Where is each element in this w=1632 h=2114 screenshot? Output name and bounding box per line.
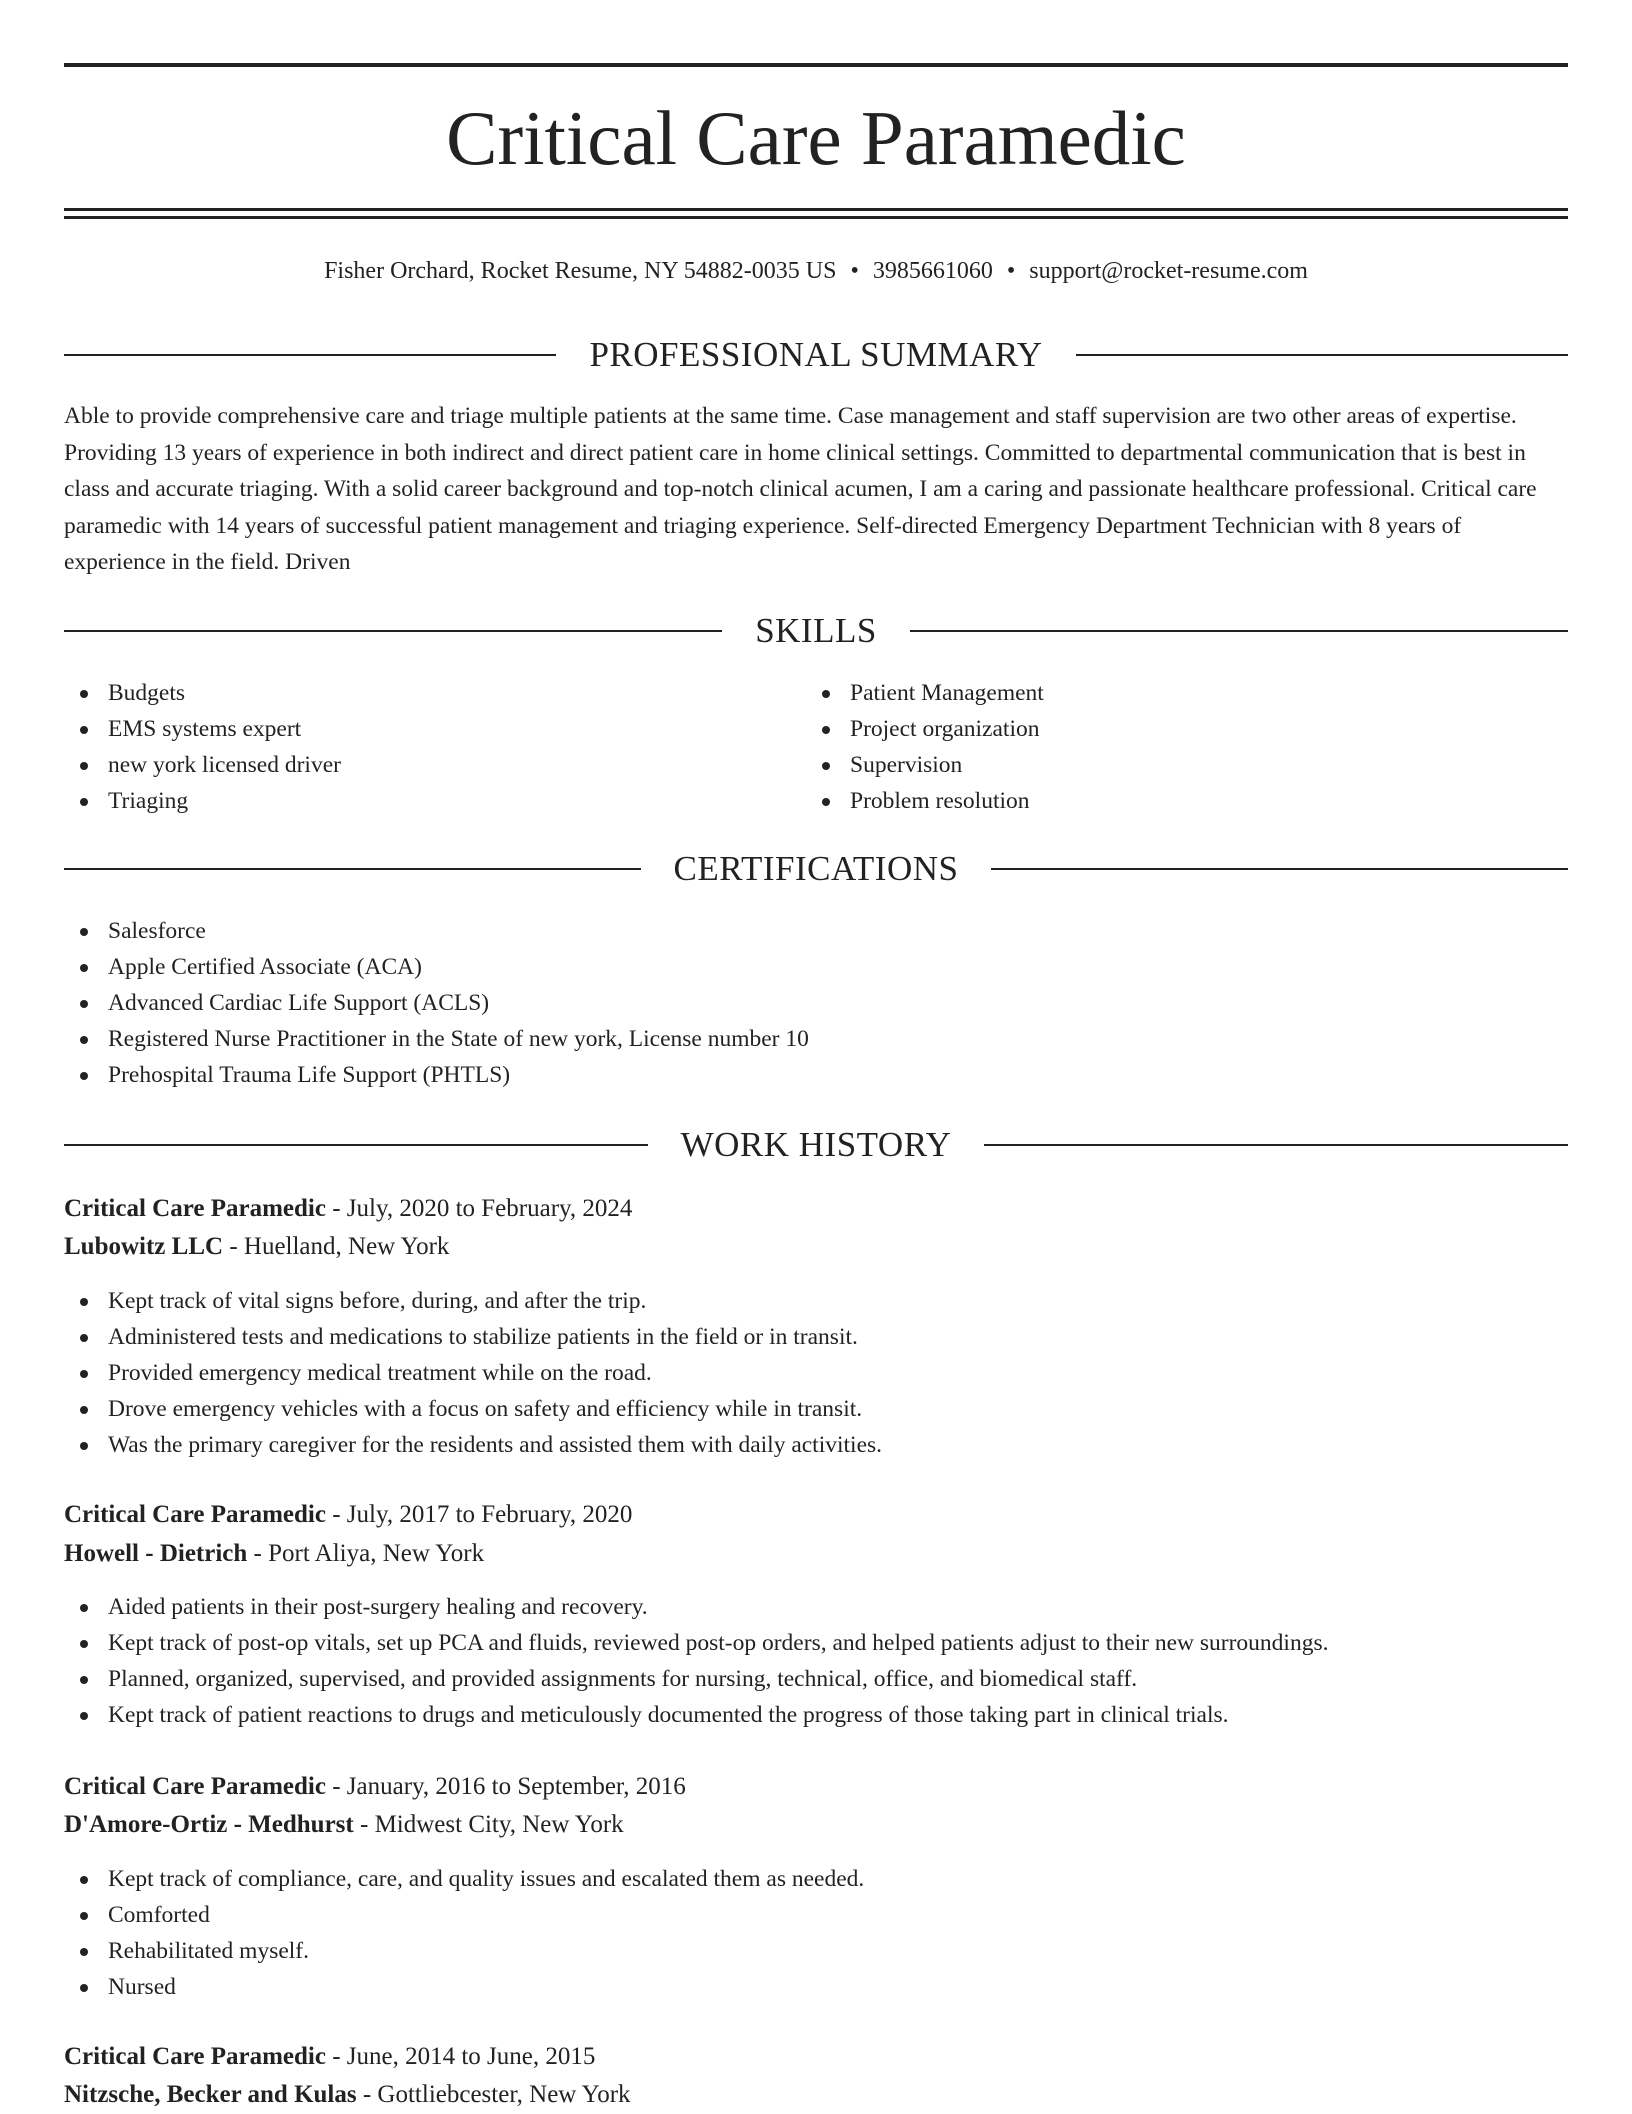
job-location: Huelland, New York [243,1233,450,1260]
heading-rule [64,1144,648,1146]
heading-rule [64,630,722,632]
job-title-line [64,1496,1568,1534]
job-dash: - [325,1501,347,1528]
certification-item: Registered Nurse Practitioner in the State of new york, License number 10 [64,1021,1568,1057]
job-location: Midwest City, New York [374,1811,624,1838]
contact-email: support@rocket-resume.com [1029,258,1308,284]
job-duties-list [64,1861,1568,2005]
heading-rule [910,630,1568,632]
section-heading-work-history [64,1121,1568,1169]
section-title: PROFESSIONAL SUMMARY [589,335,1043,374]
job-duty: Rehabilitated myself. [64,1933,1568,1969]
certification-item: Salesforce [64,913,1568,949]
job-company-line [64,1228,1568,1266]
job-dash: - [353,1811,375,1838]
job-duties-list [64,1283,1568,1463]
job-title-line [64,1768,1568,1806]
job-duties-list [64,1589,1568,1733]
job-company: D'Amore-Ortiz - Medhurst [64,1811,354,1838]
heading-rule [64,354,556,356]
job-dash: - [325,2043,347,2070]
heading-rule [984,1144,1568,1146]
job-dates: June, 2014 to June, 2015 [346,2043,596,2070]
contact-separator: • [1006,258,1016,284]
job-company: Lubowitz LLC [64,1233,224,1260]
heading-rule [1076,354,1568,356]
skill-item: Problem resolution [806,783,1546,819]
section-heading-certifications [64,845,1568,893]
job-dash: - [356,2081,378,2108]
job-duty: Planned, organized, supervised, and provided assignments for nursing, technical, office, and biomedical staff. [64,1661,1568,1697]
heading-rule [64,868,641,870]
skills-list-right [806,675,1546,819]
contact-phone: 3985661060 [872,258,993,284]
job-duty: Comforted [64,1897,1568,1933]
section-title: SKILLS [755,611,877,650]
job-title: Critical Care Paramedic [64,1773,326,1800]
job-duty: Aided patients in their post-surgery healing and recovery. [64,1589,1568,1625]
job-company-line [64,2076,1568,2114]
job-dash: - [223,1233,244,1260]
job-company-line [64,1535,1568,1573]
job-dash: - [325,1773,347,1800]
section-heading-summary [64,331,1568,379]
job-duty: Kept track of compliance, care, and quality issues and escalated them as needed. [64,1861,1568,1897]
job-dates: January, 2016 to September, 2016 [346,1773,686,1800]
job-dash: - [325,1195,347,1222]
skill-item: Budgets [64,675,804,711]
job-duty: Kept track of vital signs before, during, and after the trip. [64,1283,1568,1319]
contact-line [64,253,1568,289]
job-title-line [64,1190,1568,1228]
certification-item: Apple Certified Associate (ACA) [64,949,1568,985]
certifications-list [64,913,1568,1093]
heading-rule [991,868,1568,870]
contact-separator: • [850,258,859,284]
skills-list-left [64,675,804,819]
resume-title: Critical Care Paramedic [446,95,1186,181]
skill-item: EMS systems expert [64,711,804,747]
top-rule [64,63,1568,67]
job-dates: July, 2020 to February, 2024 [346,1195,633,1222]
job-title-line [64,2038,1568,2076]
title-double-rule [64,208,1568,219]
job-duty: Provided emergency medical treatment while on the road. [64,1355,1568,1391]
section-title: WORK HISTORY [680,1125,952,1164]
job-duty: Drove emergency vehicles with a focus on safety and efficiency while in transit. [64,1391,1568,1427]
job-duty: Administered tests and medications to stabilize patients in the field or in transit. [64,1319,1568,1355]
job-title: Critical Care Paramedic [64,1501,326,1528]
job-company-line [64,1806,1568,1844]
job-company: Howell - Dietrich [64,1540,248,1567]
job-duty: Nursed [64,1969,1568,2005]
certification-item: Advanced Cardiac Life Support (ACLS) [64,985,1568,1021]
skill-item: Triaging [64,783,804,819]
section-title: CERTIFICATIONS [673,849,959,888]
job-duty: Was the primary caregiver for the residents and assisted them with daily activities. [64,1427,1568,1463]
summary-text: Able to provide comprehensive care and triage multiple patients at the same time. Case management and staff supervision are two other areas of expertise. Providing 13 years of experience in both indirect and direct patient care in home clinical settings. Committed to departmental communication that is best in class and accurate triaging. With a solid career background and top-notch clinical acumen, I am a caring and passionate healthcare professional. Critical care paramedic with 14 years of successful patient management and triaging experience. Self-directed Emergency Department Technician with 8 years of experience in the field. Driven [64,403,1537,575]
skill-item: Patient Management [806,675,1546,711]
job-location: Port Aliya, New York [268,1540,485,1567]
job-company: Nitzsche, Becker and Kulas [64,2081,357,2108]
skill-item: new york licensed driver [64,747,804,783]
contact-address: Fisher Orchard, Rocket Resume, NY 54882-0035 US [324,258,837,284]
job-duty: Kept track of post-op vitals, set up PCA and fluids, reviewed post-op orders, and helped patients adjust to their new surroundings. [64,1625,1568,1661]
skill-item: Supervision [806,747,1546,783]
job-dash: - [247,1540,269,1567]
skill-item: Project organization [806,711,1546,747]
job-title: Critical Care Paramedic [64,2043,326,2070]
job-location: Gottliebcester, New York [377,2081,631,2108]
section-heading-skills [64,607,1568,655]
job-dates: July, 2017 to February, 2020 [346,1501,633,1528]
job-title: Critical Care Paramedic [64,1195,326,1222]
certification-item: Prehospital Trauma Life Support (PHTLS) [64,1057,1568,1093]
job-duty: Kept track of patient reactions to drugs and meticulously documented the progress of those taking part in clinical trials. [64,1697,1568,1733]
